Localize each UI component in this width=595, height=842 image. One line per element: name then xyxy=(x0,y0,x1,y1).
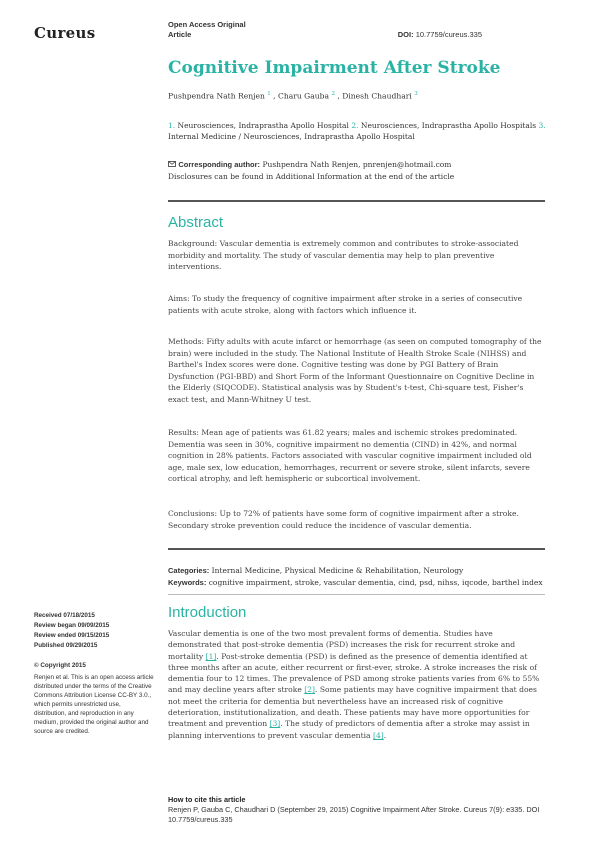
doi-value: 10.7759/cureus.335 xyxy=(415,30,482,39)
reference-link[interactable]: [3] xyxy=(269,719,281,729)
affiliation-number: 3. xyxy=(538,121,546,130)
received-date: Received 07/18/2015 xyxy=(34,612,95,619)
article-type xyxy=(168,20,246,40)
categories-label: Categories: xyxy=(168,566,210,575)
article-type-line2: Article xyxy=(168,30,192,39)
affiliation-text: Internal Medicine / Neurosciences, Indraprastha Apollo Hospital xyxy=(168,132,415,141)
introduction-heading: Introduction xyxy=(168,604,247,621)
abstract-conclusions: Conclusions: Up to 72% of patients have some form of cognitive impairment after a stroke. Secondary stroke prevention could reduce the incidence of vascular dementia. xyxy=(168,509,519,530)
reference-link[interactable]: [1] xyxy=(205,651,217,661)
review-began-date: Review began 09/09/2015 xyxy=(34,622,110,629)
intro-text: . The study of predictors of dementia after a stroke may assist in planning interventions to prevent vascular dementia xyxy=(168,719,530,740)
author-sup[interactable]: 2 xyxy=(331,91,335,97)
intro-text: Vascular dementia is one of the two most prevalent forms of dementia. Studies have demonstrated that post-stroke dementia (PSD) increases the risk for recurrent stroke and mortality xyxy=(168,629,516,661)
published-date: Published 09/29/2015 xyxy=(34,642,98,649)
author-sup[interactable]: 1 xyxy=(267,91,271,97)
corresponding-label: Corresponding author: xyxy=(178,160,261,169)
abstract-heading: Abstract xyxy=(168,214,224,231)
intro-text: . xyxy=(383,730,387,740)
review-ended-date: Review ended 09/15/2015 xyxy=(34,632,110,639)
author-name[interactable]: Charu Gauba xyxy=(278,91,330,101)
keywords-text: cognitive impairment, stroke, vascular dementia, cind, psd, nihss, iqcode, barthel index xyxy=(208,577,543,587)
section-divider xyxy=(168,594,545,595)
affiliation-text: Neurosciences, Indraprastha Apollo Hospital xyxy=(177,121,349,130)
license-text: Renjen et al. This is an open access article distributed under the terms of the Creative Commons Attribution License CC-BY 3.0., which permits unrestricted use, distribution, and reproduction in any medium, provided the original author and source are credited. xyxy=(34,674,154,735)
article-title: Cognitive Impairment After Stroke xyxy=(168,58,501,78)
abstract-methods: Methods: Fifty adults with acute infarct or hemorrhage (as seen on computed tomography of the brain) were included in the study. The National Institute of Health Stroke Scale (NIHSS) and Barthel's Index scores were done. Cognitive testing was done by PGI Battery of Brain Dysfunction (PGI-BBD) and Short Form of the Informant Questionnaire on Cognitive Decline in the Elderly (SIQCODE). Statistical analysis was by Student's t-test, Chi-square test, Fisher's exact test, and Mann-Whitney U test. xyxy=(168,337,542,404)
intro-text: . Post-stroke dementia (PSD) is defined as the presence of dementia identified at three months after an acute, either recurrent or first-ever, stroke. A stroke increases the risk of dementia four to 12 times. The prevalence of PSD among stroke patients varies from 6% to 55% and may decline years after stroke xyxy=(168,651,540,695)
author-sup[interactable]: 3 xyxy=(414,91,418,97)
section-divider xyxy=(168,548,545,550)
mail-icon xyxy=(168,160,178,169)
disclosures: Disclosures can be found in Additional Information at the end of the article xyxy=(168,171,455,181)
reference-link[interactable]: [2] xyxy=(304,685,315,695)
corresponding-text[interactable]: Pushpendra Nath Renjen, pnrenjen@hotmail.com xyxy=(262,160,452,169)
abstract-background: Background: Vascular dementia is extremely common and contributes to stroke-associated morbidity and mortality. The study of vascular dementia may help to plan preventive interventions. xyxy=(168,239,519,271)
introduction-paragraph xyxy=(168,628,545,741)
categories-keywords xyxy=(168,565,548,588)
reference-link[interactable]: [4] xyxy=(373,730,384,740)
keywords-label: Keywords: xyxy=(168,577,207,587)
author-name[interactable]: Pushpendra Nath Renjen xyxy=(168,91,265,101)
author-name[interactable]: Dinesh Chaudhari xyxy=(342,91,412,101)
corresponding-author xyxy=(168,159,548,182)
categories-text: Internal Medicine, Physical Medicine & Rehabilitation, Neurology xyxy=(211,566,464,575)
article-type-line1: Open Access Original xyxy=(168,20,246,29)
copyright: © Copyright 2015 xyxy=(34,662,86,669)
affiliation-number: 2. xyxy=(351,121,359,130)
article-history xyxy=(34,611,154,651)
abstract-aims: Aims: To study the frequency of cognitive impairment after stroke in a series of consecutive patients with acute stroke, along with factors which influence it. xyxy=(168,294,523,315)
affiliations xyxy=(168,120,548,142)
license-block xyxy=(34,661,154,736)
header-doi xyxy=(398,30,482,39)
doi-label: DOI: xyxy=(397,30,414,39)
citation-text: Renjen P, Gauba C, Chaudhari D (September 29, 2015) Cognitive Impairment After Stroke. Cureus 7(9): e335. DOI 10.7759/cureus.335 xyxy=(168,805,540,824)
author-list: Pushpendra Nath Renjen $^1$ , Charu Gauba $^2$ , Dinesh Chaudhari $^3$ xyxy=(168,91,418,101)
affiliation-number: 1. xyxy=(168,121,176,130)
citation-heading: How to cite this article xyxy=(168,795,246,804)
journal-logo: Cureus xyxy=(34,24,96,42)
abstract-results: Results: Mean age of patients was 61.82 years; males and ischemic strokes predominated. Dementia was seen in 30%, cognitive impairment no dementia (CIND) in 42%, and normal cognition in 28% patients. Factors associated with vascular cognitive impairment included old age, male sex, low education, hemorrhages, recurrent or severe stroke, silent infarcts, severe cortical atrophy, and left hemispheric or subcortical involvement. xyxy=(168,428,532,483)
affiliation-text: Neurosciences, Indraprastha Apollo Hospitals xyxy=(360,121,537,130)
section-divider xyxy=(168,200,545,202)
intro-text: . Some patients may have cognitive impairment that does not meet the criteria for dementia but nevertheless have an increased risk of cognitive deterioration, institutionalization, and death. These patients may have more opportunities for treatment and prevention xyxy=(168,685,537,729)
